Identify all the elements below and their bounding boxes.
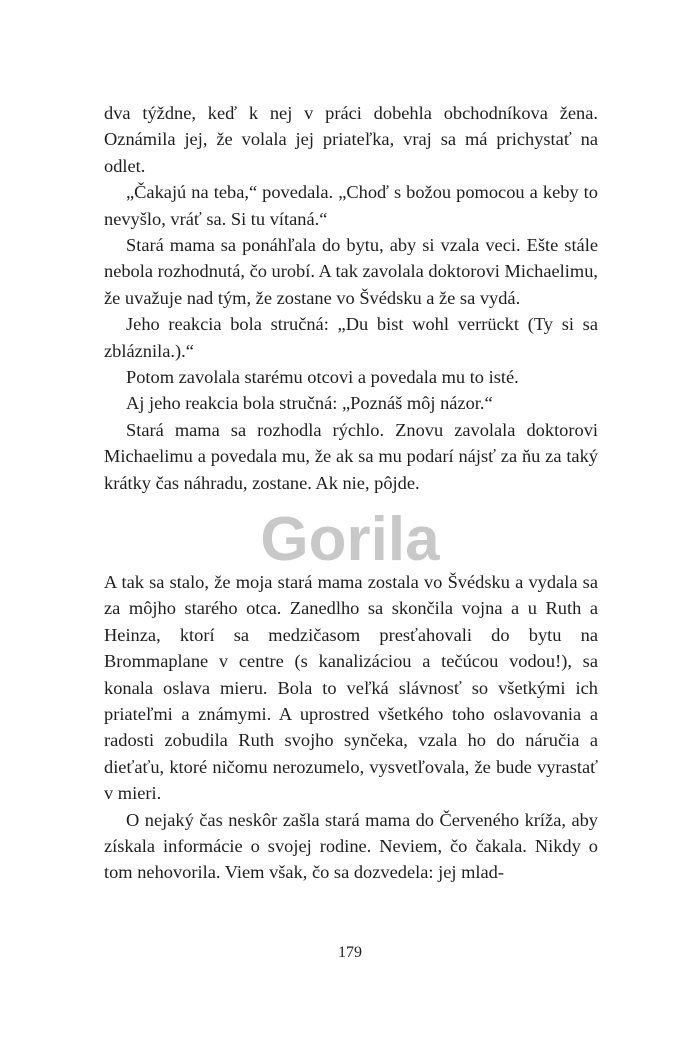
- watermark-logo: [232, 505, 468, 575]
- paragraph: O nejaký čas neskôr zašla stará mama do Červeného kríža, aby získala informácie o svojej rodine. Neviem, čo čakala. Nikdy o tom nehovorila. Viem však, čo sa dozvedela: jej mlad-: [104, 809, 598, 883]
- paragraph: Aj jeho reakcia bola stručná: „Poznáš môj názor.“: [126, 393, 493, 414]
- paragraph: Potom zavolala starému otcovi a povedala mu to isté.: [126, 367, 519, 388]
- paragraph: A tak sa stalo, že moja stará mama zostala vo Švédsku a vydala sa za môjho starého otca. Zanedlho sa skončila vojna a u Ruth a Heinza, ktorí sa medzičasom presťahovali do bytu na Brommaplane v centre (s kanalizáciou a tečúcou vodou!), sa konala oslava mieru. Bola to veľká slávnosť so všetkými ich priateľmi a známymi. A uprostred všetkého toho oslavovania a radosti zobudila Ruth svojho synčeka, vzala ho do náručia a dieťaťu, ktoré ničomu nerozumelo, vysvetľovala, že bude vyrastať v mieri.: [104, 572, 598, 804]
- paragraph: „Čakajú na teba,“ povedala. „Choď s božou pomocou a keby to nevyšlo, vráť sa. Si tu vítaná.“: [104, 182, 598, 229]
- text-section-1: [104, 100, 598, 496]
- paragraph: dva týždne, keď k nej v práci dobehla obchodníkova žena. Oznámila jej, že volala jej priateľka, vraj sa má prichystať na odlet.: [104, 103, 598, 176]
- paragraph: Stará mama sa ponáhľala do bytu, aby si vzala veci. Ešte stále nebola rozhodnutá, čo urobí. A tak zavolala doktorovi Michaelimu, že uvažuje nad tým, že zostane vo Švédsku a že sa vydá.: [104, 235, 598, 308]
- paragraph: Jeho reakcia bola stručná: „Du bist wohl verrückt (Ty si sa zbláznila.).“: [104, 314, 598, 361]
- watermark-text: Gorila: [260, 505, 440, 574]
- page-number: 179: [338, 944, 362, 961]
- text-section-2: [104, 569, 598, 886]
- paragraph: Stará mama sa rozhodla rýchlo. Znovu zavolala doktorovi Michaelimu a povedala mu, že ak sa mu podarí nájsť za ňu za taký krátky čas náhradu, zostane. Ak nie, pôjde.: [104, 419, 598, 493]
